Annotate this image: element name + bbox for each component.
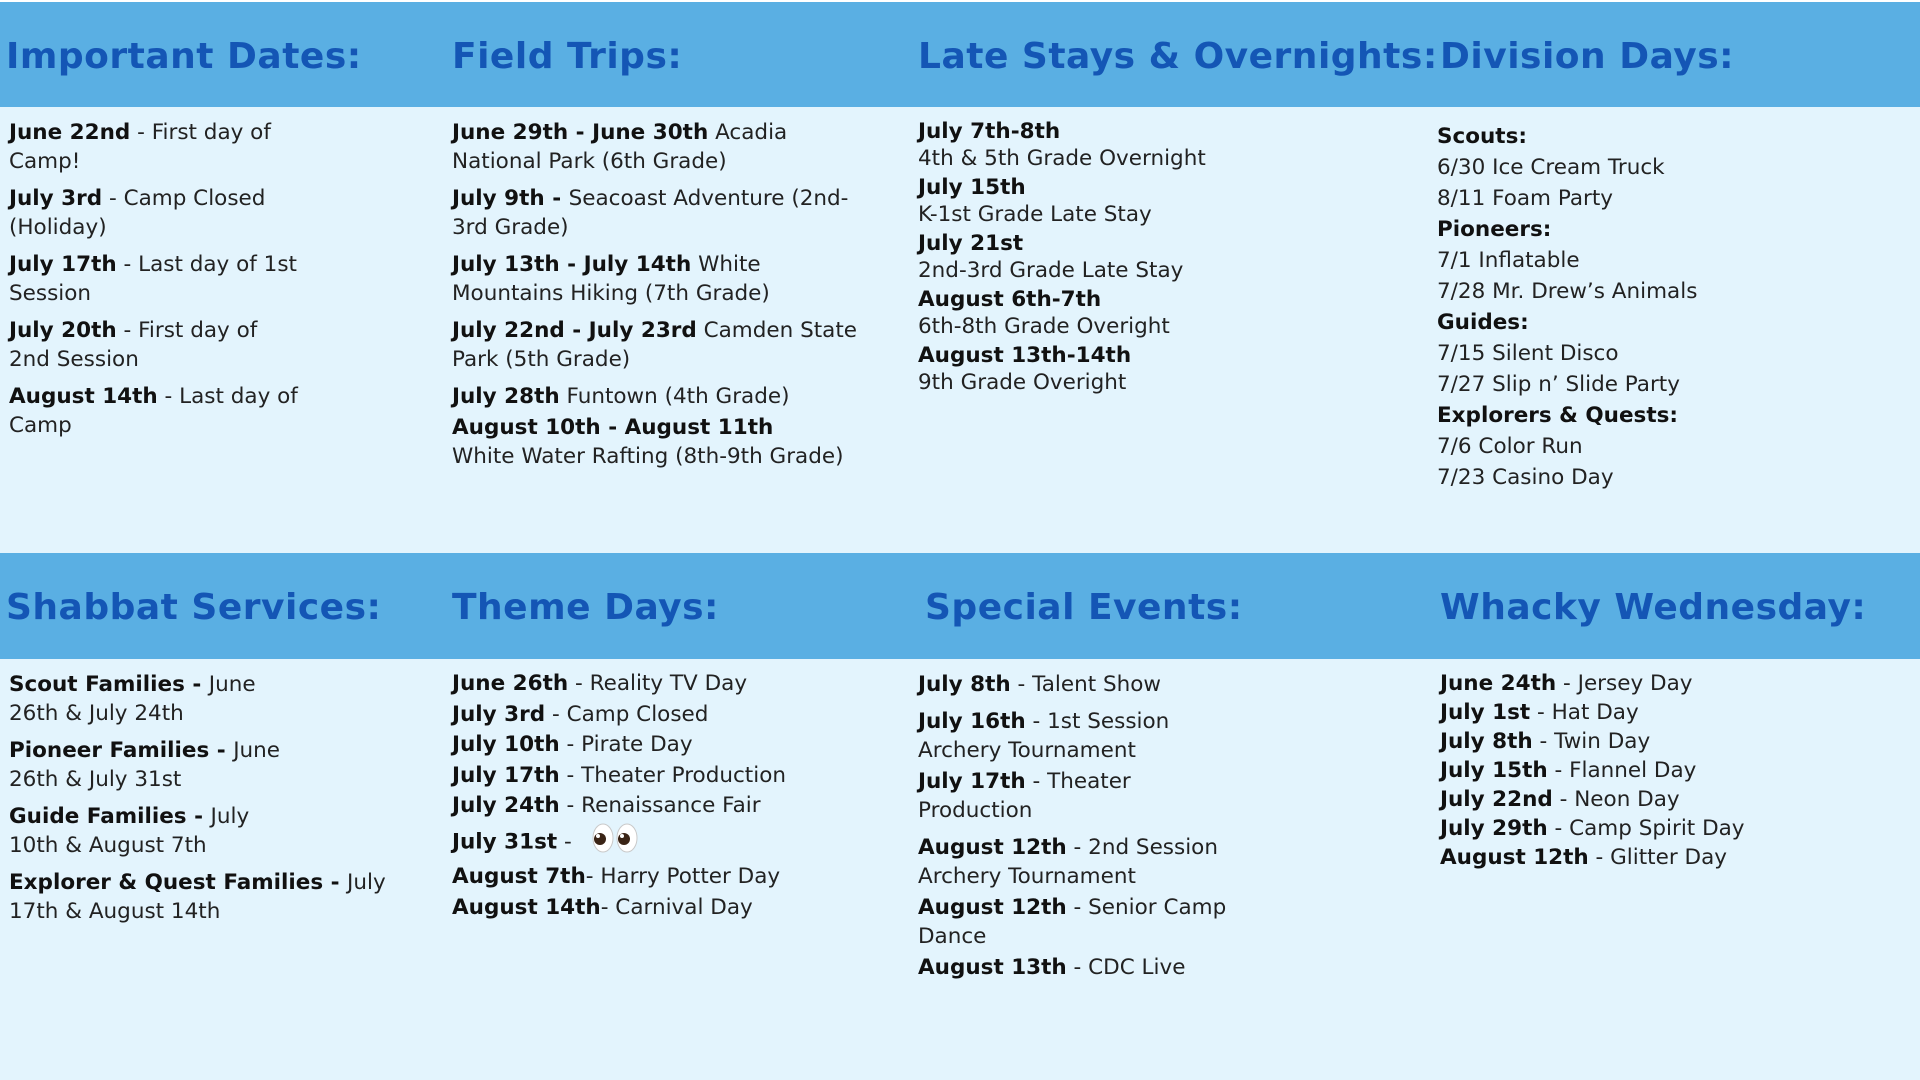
whacky-wednesday-heading: Whacky Wednesday: [1440, 587, 1867, 628]
item-text: 9th Grade Overight [918, 370, 1127, 395]
item-date: June 29th - June 30th [452, 120, 709, 145]
item-text: June 26th & July 24th [9, 672, 256, 726]
item-date: July 29th [1440, 816, 1548, 841]
item-date: July 3rd [452, 701, 546, 727]
list-item [918, 342, 1298, 396]
division-group-guides: Guides: [1437, 310, 1529, 335]
list-item [452, 316, 872, 374]
division-group-explorers-quests: Explorers & Quests: [1437, 403, 1679, 428]
list-item [1440, 699, 1860, 726]
list-item [918, 707, 1248, 765]
item-text: - Talent Show [1010, 672, 1161, 697]
list-item [452, 118, 872, 176]
item-text: - Camp Closed (Holiday) [9, 186, 266, 240]
shabbat-services-heading: Shabbat Services: [6, 587, 382, 628]
list-item [1440, 844, 1860, 871]
item-date: July 15th [1440, 758, 1548, 783]
list-item [918, 174, 1298, 228]
special-events-list [918, 670, 1248, 984]
field-trips-heading: Field Trips: [452, 36, 683, 77]
list-item [9, 736, 299, 794]
item-date: June 26th [452, 671, 569, 696]
item-group: Explorer & Quest Families - [9, 870, 348, 895]
item-text: - Pirate Day [559, 732, 693, 757]
item-date: July 1st [1440, 700, 1531, 725]
item-text: Seacoast Adventure (2nd-3rd Grade) [452, 186, 849, 240]
list-item [1440, 670, 1860, 697]
list-item: 7/15 Silent Disco [1437, 341, 1619, 366]
item-date: August 13th-14th [918, 343, 1132, 368]
item-text: 6th-8th Grade Overight [918, 314, 1170, 339]
item-text: - Neon Day [1552, 787, 1680, 812]
item-date: August 12th [918, 835, 1067, 860]
special-events-heading: Special Events: [925, 587, 1243, 628]
item-date: August 6th-7th [918, 287, 1102, 312]
list-item [452, 792, 872, 821]
item-date: July 31st [452, 828, 558, 854]
item-date: July 9th - [452, 186, 569, 211]
list-item [918, 833, 1248, 891]
item-date: July 8th [1440, 729, 1533, 754]
list-item [918, 767, 1248, 825]
item-date: July 10th [452, 732, 560, 757]
item-date: July 21st [918, 231, 1024, 256]
list-item [452, 701, 872, 730]
late-stays-list [918, 118, 1298, 398]
list-item [9, 184, 299, 242]
division-days-list [1437, 122, 1857, 494]
item-date: July 28th [452, 384, 560, 409]
item-date: July 20th [9, 318, 117, 343]
list-item [452, 184, 872, 242]
division-days-heading: Division Days: [1440, 36, 1735, 77]
item-group: Guide Families - [9, 804, 211, 829]
list-item [452, 250, 872, 308]
important-dates-heading: Important Dates: [6, 36, 362, 77]
item-date: August 12th [1440, 845, 1589, 870]
list-item [452, 863, 872, 892]
item-text: - Flannel Day [1547, 758, 1697, 783]
item-date: July 17th [918, 769, 1026, 794]
list-item [918, 286, 1298, 340]
list-item: 7/23 Casino Day [1437, 465, 1614, 490]
shabbat-services-list [9, 670, 419, 934]
item-text: Funtown (4th Grade) [559, 384, 790, 409]
item-text: - First day of 2nd Session [9, 318, 258, 372]
item-date: July 17th [9, 252, 117, 277]
item-text: - Camp Spirit Day [1547, 816, 1745, 841]
item-date: August 14th [9, 384, 158, 409]
eyes-icon [591, 823, 639, 862]
item-text: - 1st Session Archery Tournament [918, 709, 1170, 763]
division-group-scouts: Scouts: [1437, 124, 1527, 149]
item-text: Acadia National Park (6th Grade) [452, 120, 788, 174]
item-text: 4th & 5th Grade Overnight [918, 146, 1206, 171]
list-item [452, 731, 872, 760]
list-item: 8/11 Foam Party [1437, 186, 1613, 211]
list-item [452, 762, 872, 791]
list-item [918, 953, 1248, 982]
list-item: 6/30 Ice Cream Truck [1437, 155, 1665, 180]
item-text: - Senior Camp Dance [918, 895, 1227, 949]
list-item: 7/27 Slip n’ Slide Party [1437, 372, 1680, 397]
item-date: August 10th - August 11th [452, 415, 774, 440]
division-group-pioneers: Pioneers: [1437, 217, 1552, 242]
list-item [918, 230, 1298, 284]
list-item: 7/28 Mr. Drew’s Animals [1437, 279, 1698, 304]
item-date: July 7th-8th [918, 119, 1061, 144]
item-date: July 3rd [9, 186, 103, 211]
item-group: Pioneer Families - [9, 738, 234, 763]
item-text: - Camp Closed [545, 701, 709, 727]
item-text: July 17th & August 14th [9, 870, 386, 924]
list-item [918, 118, 1298, 172]
list-item [9, 250, 299, 308]
item-date: July 17th [452, 762, 560, 788]
item-text: White Mountains Hiking (7th Grade) [452, 252, 770, 306]
list-item [452, 413, 872, 471]
list-item [9, 868, 419, 926]
list-item [9, 382, 299, 440]
list-item [1440, 757, 1860, 784]
list-item [1440, 728, 1860, 755]
list-item [918, 893, 1248, 951]
item-text: - First day of Camp! [9, 120, 271, 174]
item-text: - Twin Day [1532, 729, 1651, 754]
list-item [452, 382, 872, 411]
item-date: June 22nd [9, 120, 131, 145]
item-text: - 2nd Session Archery Tournament [918, 835, 1218, 889]
list-item [9, 316, 299, 374]
item-text: - Jersey Day [1556, 671, 1693, 696]
list-item [452, 823, 872, 862]
item-text: White Water Rafting (8th-9th Grade) [452, 444, 844, 469]
item-text: - Renaissance Fair [559, 793, 761, 818]
list-item: 7/1 Inflatable [1437, 248, 1580, 273]
item-date: July 15th [918, 175, 1026, 200]
item-group: Scout Families - [9, 672, 209, 697]
item-text: - Last day of Camp [9, 384, 298, 438]
item-text: - [557, 828, 579, 854]
item-text: - CDC Live [1066, 955, 1186, 980]
list-item [452, 670, 872, 699]
item-date: July 13th - July 14th [452, 252, 692, 277]
item-date: August 13th [918, 955, 1067, 980]
important-dates-list [9, 118, 299, 448]
list-item: 7/6 Color Run [1437, 434, 1583, 459]
list-item [9, 118, 299, 176]
item-text: - Glitter Day [1588, 845, 1727, 870]
list-item [9, 670, 279, 728]
list-item [918, 670, 1248, 699]
item-text: July 10th & August 7th [9, 804, 250, 858]
item-date: July 22nd [1440, 787, 1553, 812]
whacky-wednesday-list [1440, 670, 1860, 873]
list-item [1440, 815, 1860, 842]
item-text: - Harry Potter Day [585, 864, 781, 889]
list-item [1440, 786, 1860, 813]
late-stays-heading: Late Stays & Overnights: [918, 36, 1438, 77]
item-text: - Carnival Day [600, 894, 753, 920]
theme-days-heading: Theme Days: [452, 587, 719, 628]
item-text: 2nd-3rd Grade Late Stay [918, 258, 1184, 283]
item-text: - Hat Day [1530, 700, 1639, 725]
list-item [9, 802, 279, 860]
item-date: August 12th [918, 895, 1067, 920]
item-text: K-1st Grade Late Stay [918, 202, 1152, 227]
item-date: August 7th [452, 864, 586, 889]
theme-days-list [452, 670, 872, 924]
item-text: - Reality TV Day [568, 671, 748, 696]
item-date: July 22nd - July 23rd [452, 318, 697, 343]
item-date: July 16th [918, 709, 1026, 734]
item-text: - Theater Production [918, 769, 1131, 823]
item-text: June 26th & July 31st [9, 738, 281, 792]
item-text: - Last day of 1st Session [9, 252, 297, 306]
item-date: June 24th [1440, 671, 1557, 696]
field-trips-list [452, 118, 872, 473]
item-date: July 8th [918, 672, 1011, 697]
item-text: Camden State Park (5th Grade) [452, 318, 857, 372]
item-text: - Theater Production [559, 762, 786, 788]
list-item [452, 894, 872, 923]
item-date: July 24th [452, 793, 560, 818]
item-date: August 14th [452, 894, 601, 920]
